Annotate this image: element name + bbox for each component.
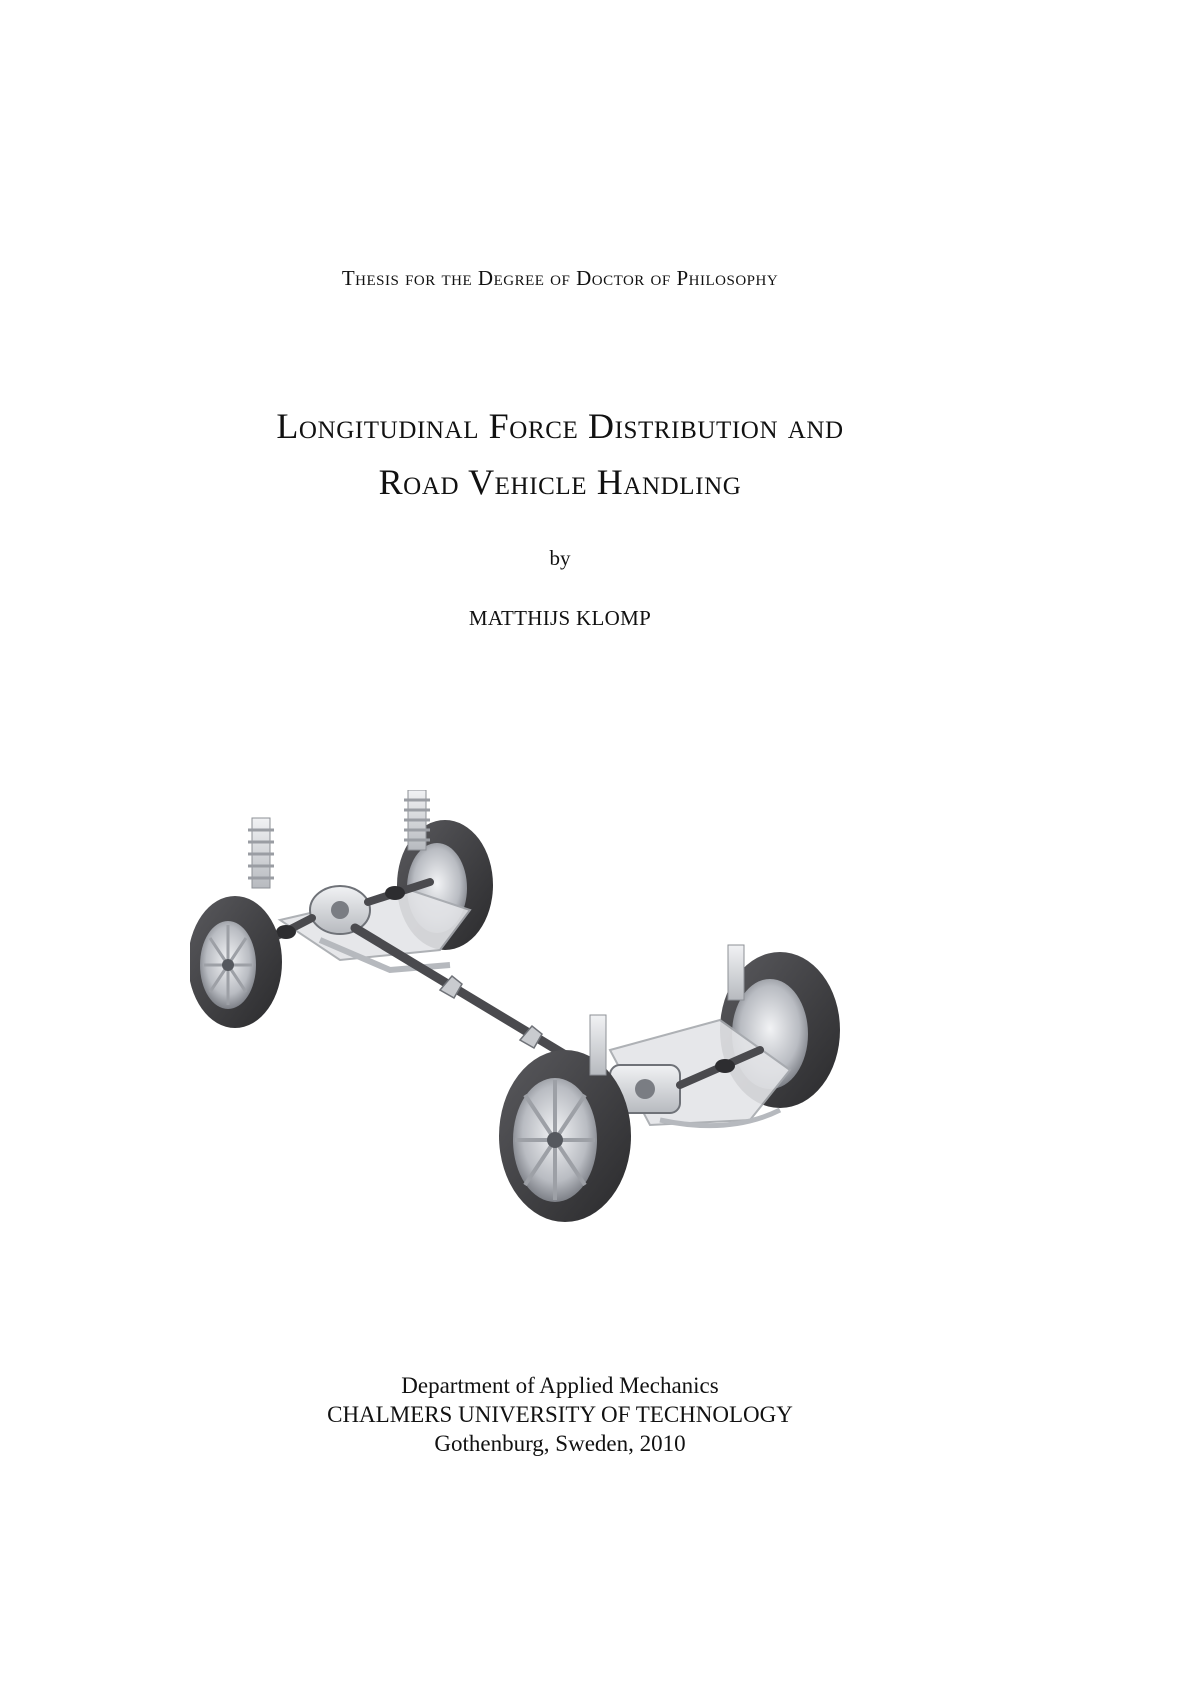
degree-line: Thesis for the Degree of Doctor of Philosophy	[341, 266, 779, 290]
title-line-1: Longitudinal Force Distribution and	[276, 406, 844, 446]
rear-left-strut	[248, 818, 274, 888]
author-name: MATTHIJS KLOMP	[468, 606, 652, 630]
drivetrain-illustration	[190, 790, 930, 1230]
location-date: Gothenburg, Sweden, 2010	[434, 1431, 686, 1456]
front-left-strut	[590, 1015, 606, 1075]
thesis-title	[0, 398, 1120, 510]
university: CHALMERS UNIVERSITY OF TECHNOLOGY	[327, 1402, 793, 1427]
rear-left-wheel	[190, 896, 282, 1028]
department: Department of Applied Mechanics	[401, 1373, 719, 1398]
affiliation-block	[0, 1371, 1120, 1458]
front-right-strut	[728, 945, 744, 1000]
rear-right-strut	[404, 790, 430, 850]
title-line-2: Road Vehicle Handling	[378, 462, 742, 502]
by-label: by	[549, 546, 571, 570]
front-left-wheel	[499, 1050, 631, 1222]
